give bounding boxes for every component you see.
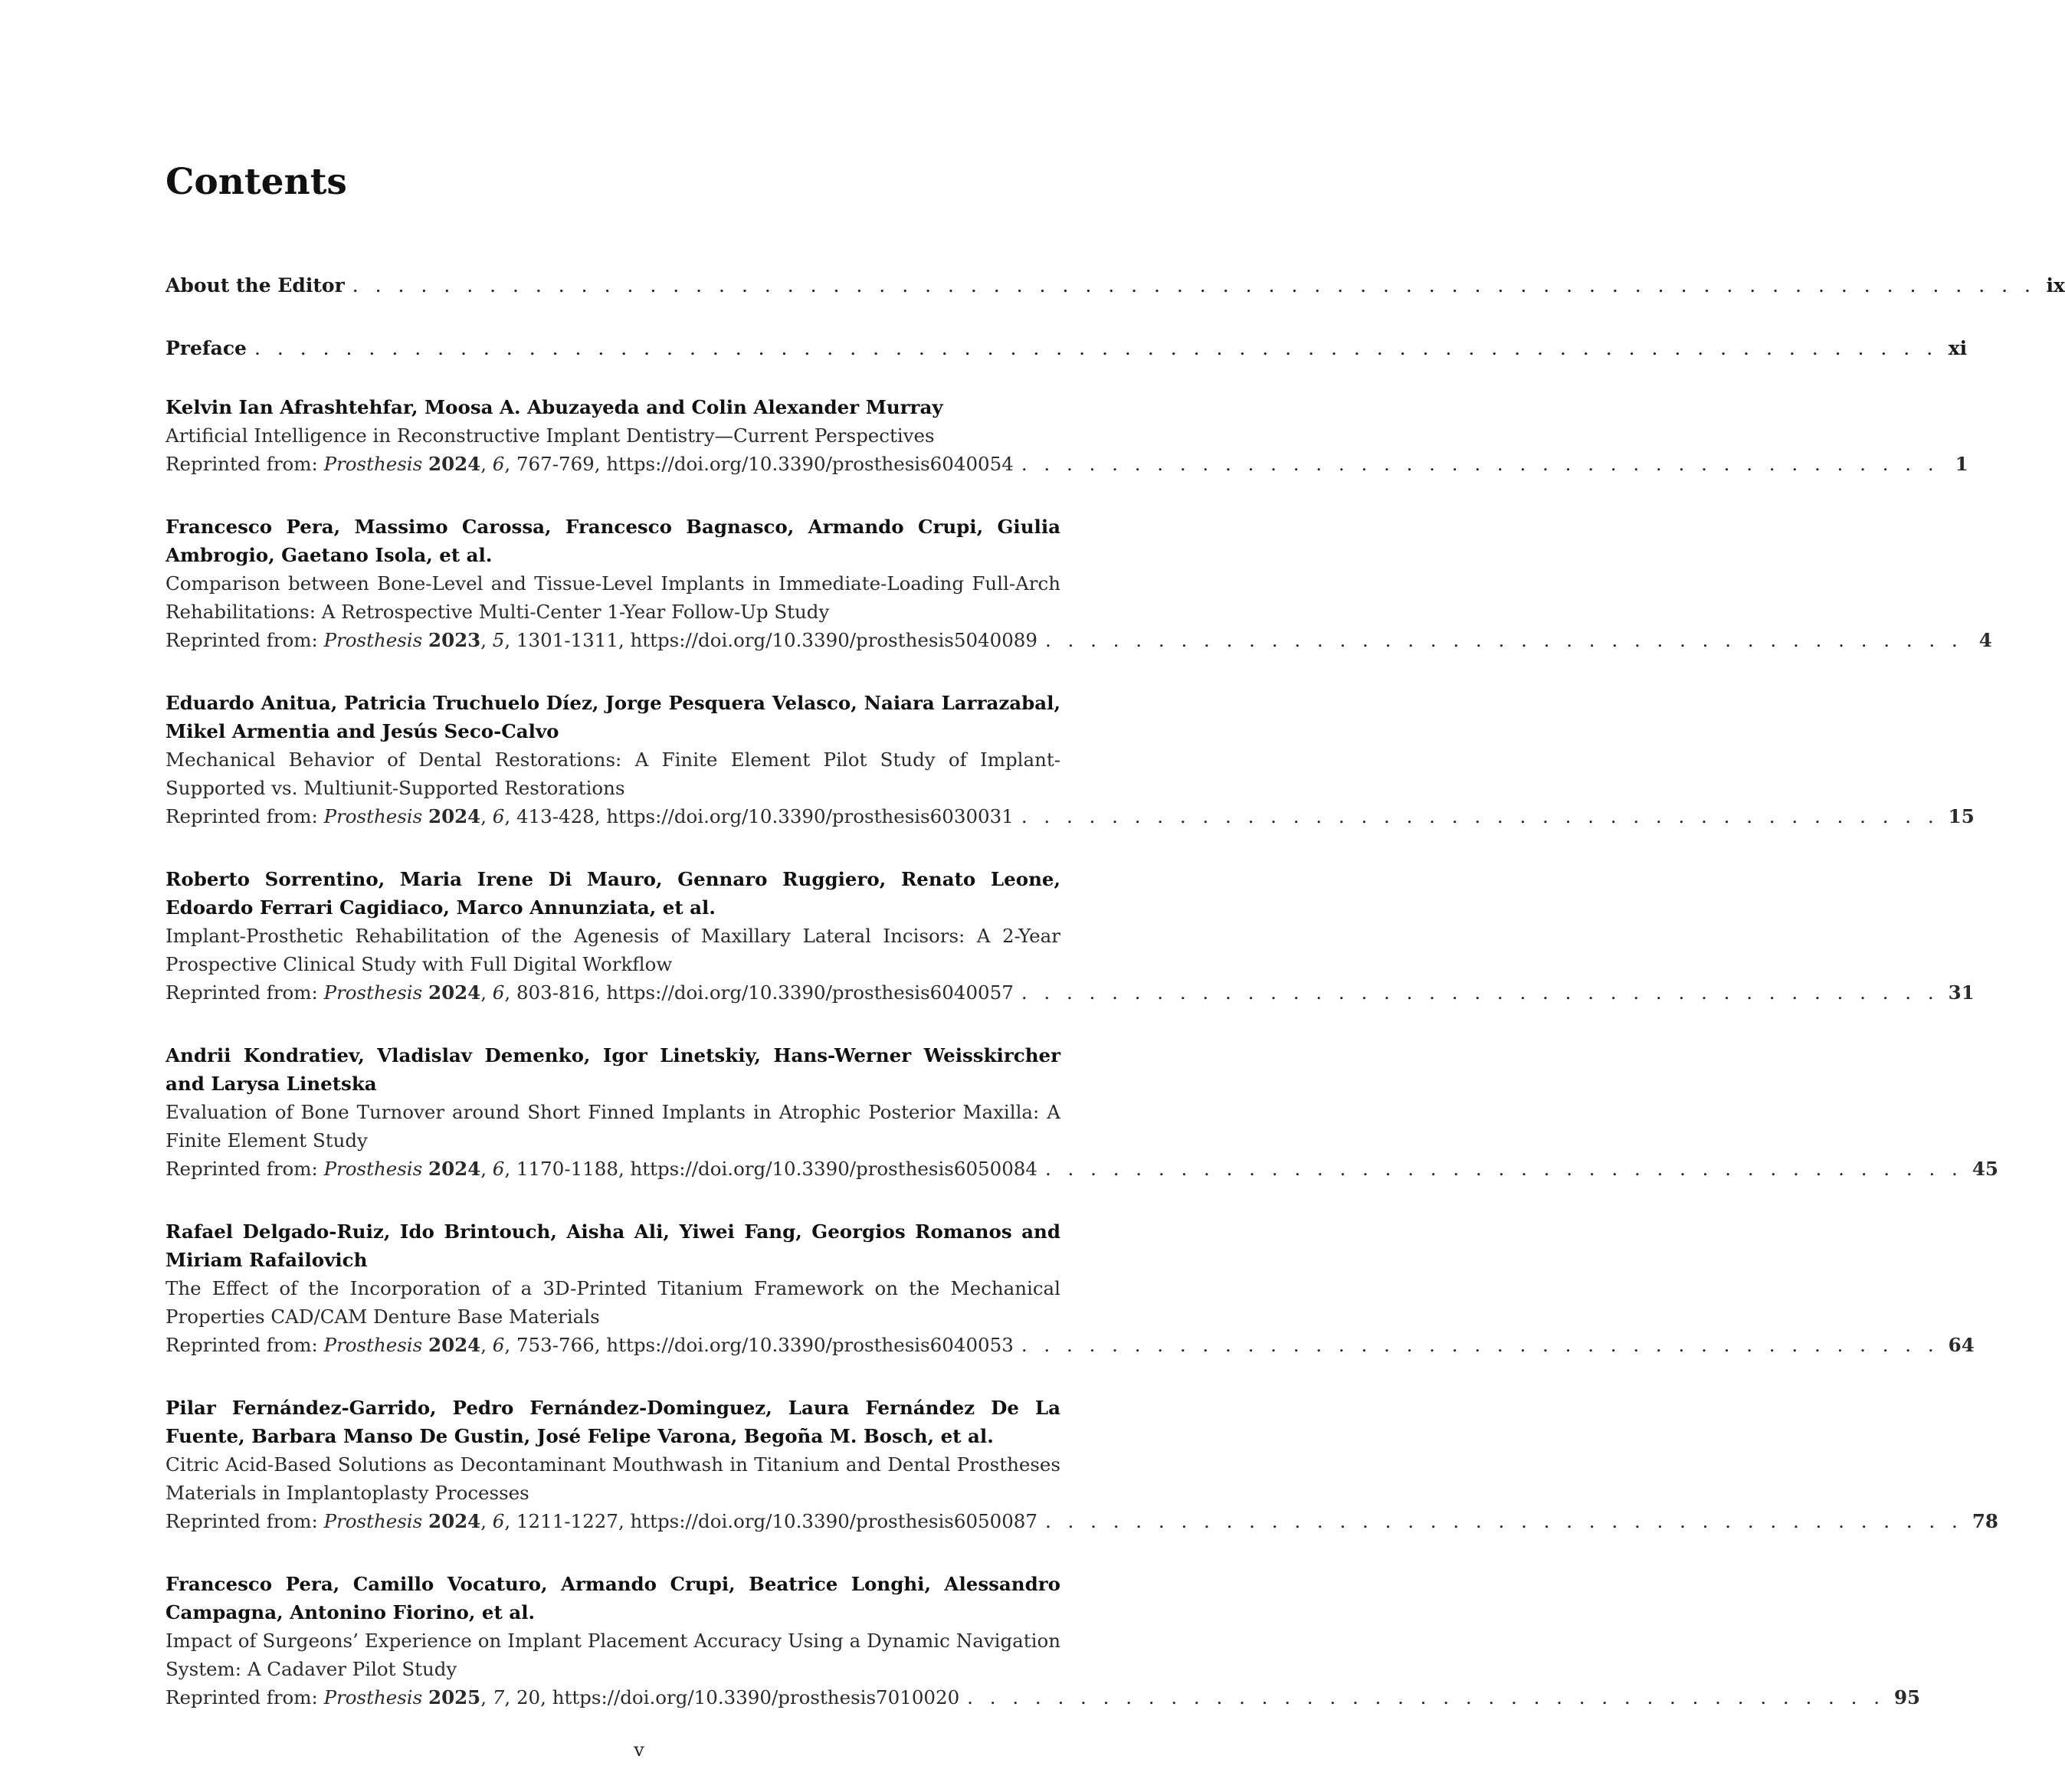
citation-prefix: Reprinted from:: [166, 1686, 318, 1708]
article-citation: [166, 1507, 1998, 1535]
toc-entry-article[interactable]: [166, 1570, 1921, 1712]
citation-journal: Prosthesis: [323, 1158, 423, 1180]
citation-year: 2023: [428, 629, 481, 651]
citation-prefix: Reprinted from:: [166, 629, 318, 651]
citation-pages-doi[interactable]: , 767-769, https://doi.org/10.3390/prosthesis6040054: [504, 453, 1014, 475]
citation-year: 2024: [428, 453, 481, 475]
citation-pages-doi[interactable]: , 20, https://doi.org/10.3390/prosthesis7010020: [504, 1686, 960, 1708]
citation-journal: Prosthesis: [323, 453, 423, 475]
toc-entry-preface[interactable]: [166, 334, 1968, 362]
citation-volume: 6: [492, 1334, 505, 1356]
dot-leader: . . . . . . . . . . . . . . . . . . . . . . . . . . . . . . . . . . . . . . . . .: [1021, 1334, 1939, 1356]
citation-journal: Prosthesis: [323, 1686, 423, 1708]
citation-volume: 7: [492, 1686, 505, 1708]
citation-year: 2024: [428, 1510, 481, 1532]
toc-entry-article[interactable]: [166, 513, 1992, 654]
toc-entry-article[interactable]: [166, 689, 1975, 830]
toc-entry-page: 95: [1894, 1686, 1921, 1708]
toc-entry-page: 45: [1972, 1158, 1998, 1180]
citation-text: Reprinted from: Prosthesis 2024, 6, 803-816, https://doi.org/10.3390/prosthesis6040057: [166, 981, 1014, 1004]
citation-prefix: Reprinted from:: [166, 453, 318, 475]
article-title: Artificial Intelligence in Reconstructive Implant Dentistry—Current Perspectives: [166, 424, 935, 447]
citation-volume: 6: [492, 805, 505, 827]
page-title: Contents: [166, 161, 347, 203]
toc-entry-article[interactable]: [166, 393, 1968, 478]
article-title: Implant-Prosthetic Rehabilitation of the Agenesis of Maxillary Lateral Incisors: A 2-Year Prospective Clinical Study with Full Digital Workflow: [166, 925, 1060, 975]
article-title: The Effect of the Incorporation of a 3D-Printed Titanium Framework on the Mechanical Properties CAD/CAM Denture Base Materials: [166, 1277, 1060, 1328]
citation-pages-doi[interactable]: , 1211-1227, https://doi.org/10.3390/prosthesis6050087: [504, 1510, 1037, 1532]
citation-prefix: Reprinted from:: [166, 1510, 318, 1532]
citation-text: Reprinted from: Prosthesis 2024, 6, 1211-1227, https://doi.org/10.3390/prosthesis6050087: [166, 1510, 1037, 1532]
citation-pages-doi[interactable]: , 753-766, https://doi.org/10.3390/prosthesis6040053: [504, 1334, 1014, 1356]
toc-entry-page: 78: [1972, 1510, 1998, 1532]
toc-entry-article[interactable]: [166, 1041, 1998, 1183]
citation-volume: 5: [492, 629, 505, 651]
citation-prefix: Reprinted from:: [166, 805, 318, 827]
article-title: Mechanical Behavior of Dental Restorations: A Finite Element Pilot Study of Implant-Supported vs. Multiunit-Supported Restorations: [166, 749, 1060, 799]
citation-year: 2024: [428, 981, 481, 1004]
article-authors: Pilar Fernández-Garrido, Pedro Fernández-Dominguez, Laura Fernández De La Fuente, Barbara Manso De Gustin, José Felipe Varona, Begoña M. Bosch, et al.: [166, 1397, 1060, 1447]
dot-leader: . . . . . . . . . . . . . . . . . . . . . . . . . . . . . . . . . . . . . . . . .: [1044, 1510, 1963, 1532]
article-citation: [166, 978, 1975, 1007]
article-authors: Francesco Pera, Massimo Carossa, Francesco Bagnasco, Armando Crupi, Giulia Ambrogio, Gaetano Isola, et al.: [166, 516, 1060, 566]
article-citation: [166, 626, 1992, 654]
citation-journal: Prosthesis: [323, 805, 423, 827]
dot-leader: . . . . . . . . . . . . . . . . . . . . . . . . . . . . . . . . . . . . . . . . .: [1044, 1158, 1963, 1180]
dot-leader: . . . . . . . . . . . . . . . . . . . . . . . . . . . . . . . . . . . . . . . . .: [1021, 453, 1939, 475]
citation-year: 2024: [428, 805, 481, 827]
toc-list: [166, 271, 2065, 1746]
dot-leader: . . . . . . . . . . . . . . . . . . . . . . . . . . . . . . . . . . . . . . . . .: [1021, 805, 1939, 827]
citation-prefix: Reprinted from:: [166, 981, 318, 1004]
citation-year: 2024: [428, 1334, 481, 1356]
citation-volume: 6: [492, 981, 505, 1004]
toc-entry-article[interactable]: [166, 1394, 1998, 1535]
article-citation: [166, 1155, 1998, 1183]
article-citation: [166, 1331, 1975, 1359]
dot-leader: . . . . . . . . . . . . . . . . . . . . . . . . . . . . . . . . . . . . . . . . . . . . . . . . . . . . . . . . . . . . . . . . . . . . . . . . . .: [254, 337, 1939, 359]
dot-leader: . . . . . . . . . . . . . . . . . . . . . . . . . . . . . . . . . . . . . . . . .: [967, 1686, 1885, 1708]
toc-entry-page: 4: [1978, 629, 1992, 651]
toc-entry-page: 1: [1955, 453, 1968, 475]
citation-pages-doi[interactable]: , 1170-1188, https://doi.org/10.3390/prosthesis6050084: [504, 1158, 1037, 1180]
article-authors: Eduardo Anitua, Patricia Truchuelo Díez, Jorge Pesquera Velasco, Naiara Larrazabal, Mikel Armentia and Jesús Seco-Calvo: [166, 692, 1060, 742]
citation-pages-doi[interactable]: , 1301-1311, https://doi.org/10.3390/prosthesis5040089: [504, 629, 1037, 651]
toc-entry-article[interactable]: [166, 865, 1975, 1007]
article-entries: [166, 393, 1998, 1712]
toc-entry-page: 64: [1948, 1334, 1975, 1356]
citation-text: Reprinted from: Prosthesis 2024, 6, 767-769, https://doi.org/10.3390/prosthesis6040054: [166, 453, 1014, 475]
citation-journal: Prosthesis: [323, 629, 423, 651]
dot-leader: . . . . . . . . . . . . . . . . . . . . . . . . . . . . . . . . . . . . . . . . .: [1021, 981, 1939, 1004]
citation-text: Reprinted from: Prosthesis 2024, 6, 1170-1188, https://doi.org/10.3390/prosthesis6050084: [166, 1158, 1037, 1180]
citation-text: Reprinted from: Prosthesis 2023, 5, 1301-1311, https://doi.org/10.3390/prosthesis5040089: [166, 629, 1037, 651]
citation-journal: Prosthesis: [323, 1510, 423, 1532]
citation-pages-doi[interactable]: , 413-428, https://doi.org/10.3390/prosthesis6030031: [504, 805, 1014, 827]
article-citation: [166, 450, 1968, 478]
citation-volume: 6: [492, 453, 505, 475]
toc-entry-label: Preface: [166, 337, 247, 359]
article-title: Evaluation of Bone Turnover around Short Finned Implants in Atrophic Posterior Maxilla: A Finite Element Study: [166, 1101, 1060, 1152]
article-authors: Francesco Pera, Camillo Vocaturo, Armando Crupi, Beatrice Longhi, Alessandro Campagna, Antonino Fiorino, et al.: [166, 1573, 1060, 1623]
citation-volume: 6: [492, 1158, 505, 1180]
article-authors: Roberto Sorrentino, Maria Irene Di Mauro, Gennaro Ruggiero, Renato Leone, Edoardo Ferrari Cagidiaco, Marco Annunziata, et al.: [166, 868, 1060, 919]
toc-entry-page: 15: [1948, 805, 1975, 827]
citation-text: Reprinted from: Prosthesis 2024, 6, 753-766, https://doi.org/10.3390/prosthesis6040053: [166, 1334, 1014, 1356]
article-authors: Rafael Delgado-Ruiz, Ido Brintouch, Aisha Ali, Yiwei Fang, Georgios Romanos and Miriam Rafailovich: [166, 1220, 1060, 1271]
toc-entry-article[interactable]: [166, 1217, 1975, 1359]
article-title: Comparison between Bone-Level and Tissue-Level Implants in Immediate-Loading Full-Arch Rehabilitations: A Retrospective Multi-Center 1-Year Follow-Up Study: [166, 572, 1060, 623]
toc-entry-page: ix: [2046, 274, 2065, 296]
citation-prefix: Reprinted from:: [166, 1334, 318, 1356]
article-citation: [166, 1683, 1921, 1712]
article-title: Citric Acid-Based Solutions as Decontaminant Mouthwash in Titanium and Dental Prostheses Materials in Implantoplasty Processes: [166, 1453, 1060, 1504]
article-title: Impact of Surgeons’ Experience on Implant Placement Accuracy Using a Dynamic Navigation System: A Cadaver Pilot Study: [166, 1630, 1060, 1680]
citation-journal: Prosthesis: [323, 981, 423, 1004]
toc-page: [166, 0, 2065, 1792]
citation-year: 2024: [428, 1158, 481, 1180]
dot-leader: . . . . . . . . . . . . . . . . . . . . . . . . . . . . . . . . . . . . . . . . .: [1044, 629, 1963, 651]
article-authors: Andrii Kondratiev, Vladislav Demenko, Igor Linetskiy, Hans-Werner Weisskircher and Larysa Linetska: [166, 1044, 1060, 1095]
page-number: v: [634, 1739, 644, 1761]
citation-prefix: Reprinted from:: [166, 1158, 318, 1180]
toc-entry-label: About the Editor: [166, 274, 345, 296]
dot-leader: . . . . . . . . . . . . . . . . . . . . . . . . . . . . . . . . . . . . . . . . . . . . . . . . . . . . . . . . . . . . . . . . . . . . . . . . . .: [352, 274, 2036, 296]
citation-journal: Prosthesis: [323, 1334, 423, 1356]
citation-pages-doi[interactable]: , 803-816, https://doi.org/10.3390/prosthesis6040057: [504, 981, 1014, 1004]
citation-volume: 6: [492, 1510, 505, 1532]
article-citation: [166, 802, 1975, 830]
citation-text: Reprinted from: Prosthesis 2025, 7, 20, https://doi.org/10.3390/prosthesis7010020: [166, 1686, 960, 1708]
toc-entry-page: xi: [1948, 337, 1968, 359]
citation-year: 2025: [428, 1686, 481, 1708]
toc-entry-page: 31: [1948, 981, 1975, 1004]
toc-entry-about-editor[interactable]: [166, 271, 2065, 300]
citation-text: Reprinted from: Prosthesis 2024, 6, 413-428, https://doi.org/10.3390/prosthesis6030031: [166, 805, 1014, 827]
article-authors: Kelvin Ian Afrashtehfar, Moosa A. Abuzayeda and Colin Alexander Murray: [166, 396, 943, 418]
